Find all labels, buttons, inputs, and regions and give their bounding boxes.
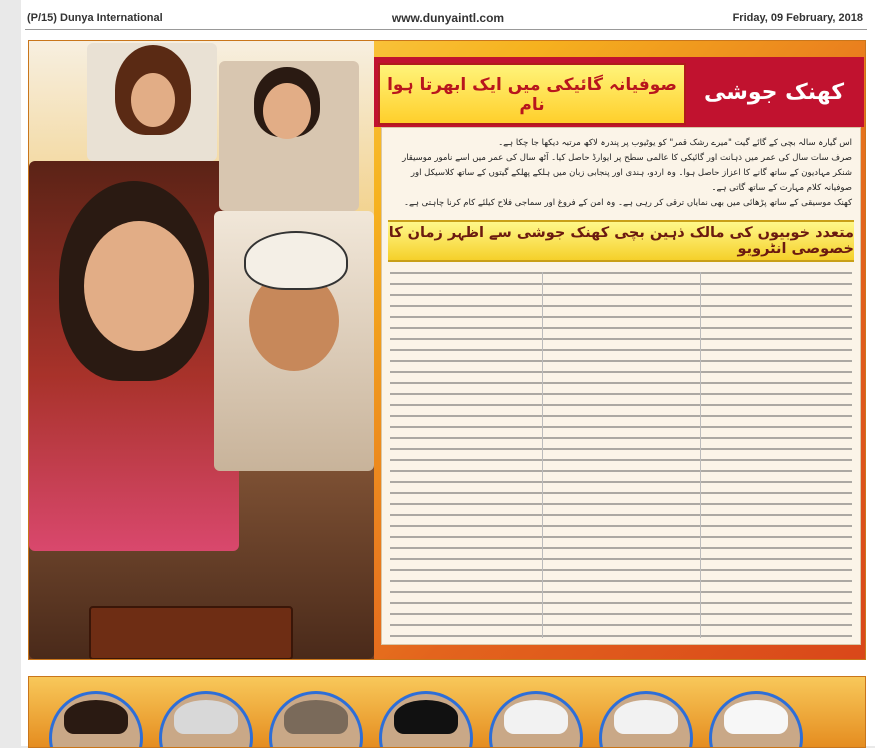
intro-line: اس گیارہ سالہ بچی کے گائے گیت "میرے رشک قمر" کو یوٹیوب پر پندرہ لاکھ مرتبہ دیکھا جا چکا ہے۔ [498,138,852,148]
portrait-circle [269,691,363,748]
header-rule [25,29,867,30]
newspaper-page [21,0,875,746]
turban-photo [214,211,374,471]
article-body-columns [390,272,852,638]
intro-text [390,136,852,211]
article-text-panel [381,127,861,645]
harmonium-image [89,606,293,659]
website-url[interactable]: www.dunyaintl.com [391,11,505,25]
girl-photo [219,61,359,211]
byline: کھنک جوشی [703,79,845,105]
feature-panel [28,40,866,660]
portrait-circle [599,691,693,748]
intro-line: صرف سات سال کی عمر میں ذہانت اور گائیکی کا عالمی سطح پر ایوارڈ حاصل کیا۔ آٹھ سال کی عمر میں اسے نامور موسیقار شنکر مہادیون کے ساتھ گانے کا اعزاز حاصل ہوا۔ وہ اردو، ہندی اور پنجابی زبان میں ہلکے پھلکے گیتوں کے ساتھ کلاسیکل اور صوفیانہ کلام مہارت کے ساتھ گاتی ہے۔ [402,153,852,193]
headline: صوفیانہ گائیکی میں ایک ابھرتا ہوا نام [378,63,686,125]
photo-collage [29,41,374,659]
portrait-circle [379,691,473,748]
portrait-circle [159,691,253,748]
intro-line: کھنک موسیقی کے ساتھ پڑھائی میں بھی نمایاں ترقی کر رہی ہے۔ وہ امن کے فروغ اور سماجی فلاح کیلئے کام کرنا چاہتی ہے۔ [404,198,852,208]
next-feature-panel [28,676,866,748]
portrait-circle [709,691,803,748]
column-divider [700,272,701,638]
page-header [21,8,875,28]
page-number-label: (P/15) Dunya International [27,12,163,24]
publication-date: Friday, 09 February, 2018 [732,12,863,24]
column-divider [542,272,543,638]
portrait-photo [29,161,239,551]
subheadline: متعدد خوبیوں کی مالک ذہین بچی کھنک جوشی سے اظہر زمان کا خصوصی انٹرویو [388,220,854,262]
portrait-circle [49,691,143,748]
singer-photo [87,43,217,161]
portrait-circle [489,691,583,748]
